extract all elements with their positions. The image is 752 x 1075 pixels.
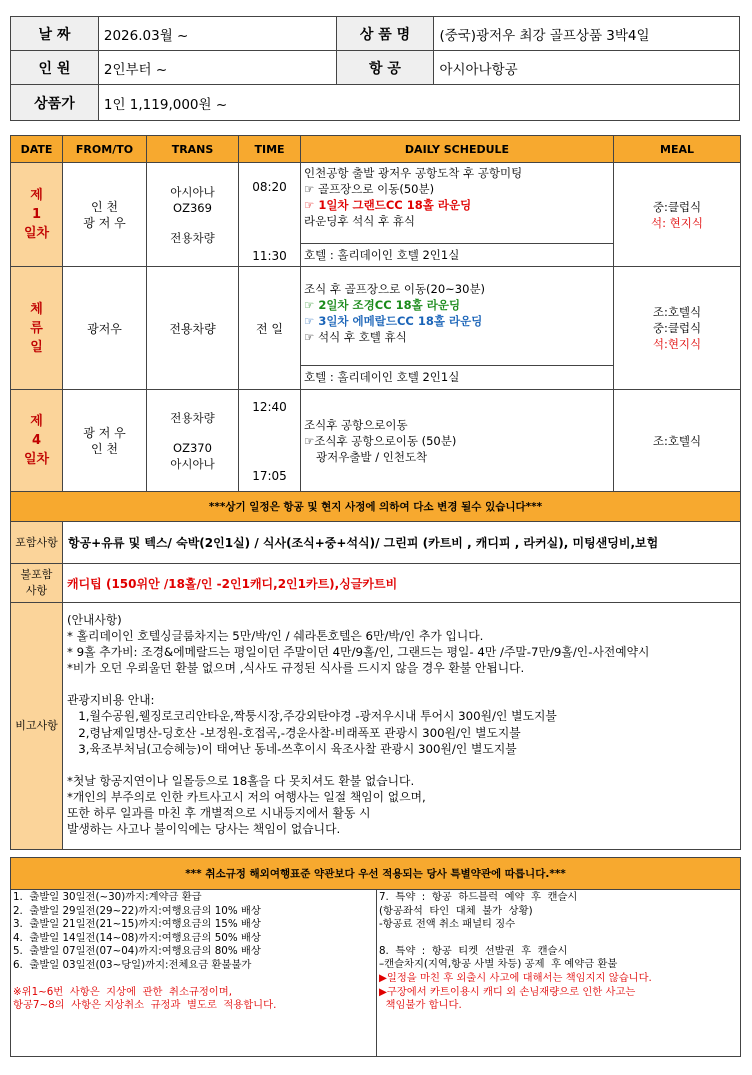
day-2-hotel: 호텔 : 홀리데이인 호텔 2인1실 (301, 365, 614, 389)
column-header-daily-schedule: DAILY SCHEDULE (301, 136, 614, 163)
schedule-table (10, 135, 741, 850)
excluded-label: 불포함 사항 (11, 564, 63, 603)
day-4-label: 제 4 일차 (11, 390, 63, 492)
day-2-meal: 조:호텔식 중:클럽식 석:현지식 (614, 267, 741, 390)
day-2-time: 전 일 (239, 267, 301, 390)
airline-value: 아시아나항공 (434, 51, 740, 85)
airline-label: 항 공 (336, 51, 434, 85)
day-2-from-to: 광저우 (63, 267, 147, 390)
date-label: 날 짜 (11, 17, 99, 51)
remarks-text: (안내사항) * 홀리데이인 호텔싱글룸차지는 5만/박/인 / 쉐라톤호텔은 6만/박/인 추가 입니다. * 9홀 추가비: 조경&에메랄드는 평일이던 주말이던 4만/9홀/인, 그랜드는 평일- 4만 /주말-7만/9홀/인-사전예약시 *비가 오던 우뢰울던 환불 없으며 ,식사도 규정된 식사를 드시지 않을 경우 환불 안됩니다. 관광지비용 안내: 1,월수공원,웰징로코리안타운,짝퉁시장,주강외탄야경 -광저우시내 투어시 300원/인 별도지불 2,령남제일명산-딩호산 -보정원-호접곡,-경운사찰-비래폭포 관광시 300원/인 별도지불 3,육조부처님(고승혜능)이 태여난 동네-쓰후이시 육조사찰 관광시 300원/인 별도지불 *첫날 항공지연이나 일몰등으로 18홀을 다 못치셔도 환불 없습니다. *개인의 부주의로 인한 카트사고시 저의 여행사는 일절 책임이 없으며, 또한 하루 일과를 마친 후 개별적으로 시내등지에서 활동 시 발생하는 사고나 불이익에는 당사는 책임이 없습니다. (63, 603, 741, 850)
included-label: 포함사항 (11, 522, 63, 564)
day-4-schedule: 조식후 공항으로이동 ☞조식후 공항으로이동 (50분) 광저우출발 / 인천도착 (301, 390, 614, 492)
day-2-transport: 전용차량 (147, 267, 239, 390)
included-text: 항공+유류 및 텍스/ 숙박(2인1실) / 식사(조식+중+석식)/ 그린피 (카트비 , 캐디피 , 라커실), 미팅샌딩비,보험 (63, 522, 741, 564)
day-4-from-to: 광 저 우 인 천 (63, 390, 147, 492)
day-1-time: 08:20 11:30 (239, 163, 301, 267)
column-header-date: DATE (11, 136, 63, 163)
product-name-value: (중국)광저우 최강 골프상품 3박4일 (434, 17, 740, 51)
day-4-transport: 전용차량 OZ370 아시아나 (147, 390, 239, 492)
product-name-label: 상 품 명 (336, 17, 434, 51)
day-2-schedule: 조식 후 골프장으로 이동(20~30분) ☞ 2일차 조경CC 18홀 라운딩 ☞ 3일차 에메랄드CC 18홀 라운딩 ☞ 석식 후 호텔 휴식 (301, 267, 614, 366)
remarks-label: 비고사항 (11, 603, 63, 850)
column-header-from-to: FROM/TO (63, 136, 147, 163)
cancellation-title: *** 취소규정 해외여행표준 약관보다 우선 적용되는 당사 특별약관에 따릅니다.*** (11, 858, 741, 890)
day-4-meal: 조:호텔식 (614, 390, 741, 492)
people-value: 2인부터 ~ (98, 51, 336, 85)
day-1-hotel: 호텔 : 홀리데이인 호텔 2인1실 (301, 244, 614, 267)
day-1-meal: 중:클럽식 석: 현지식 (614, 163, 741, 267)
people-label: 인 원 (11, 51, 99, 85)
product-info-table (10, 16, 740, 121)
column-header-meal: MEAL (614, 136, 741, 163)
price-label: 상품가 (11, 85, 99, 121)
day-1-schedule: 인천공항 출발 광저우 공항도착 후 공항미팅 ☞ 골프장으로 이동(50분) ☞ 1일차 그랜드CC 18홀 라운딩 라운딩후 석식 후 휴식 (301, 163, 614, 244)
cancellation-right: 7. 특약 : 항공 하드블럭 예약 후 캔슬시 (항공좌석 타인 대체 불가 상황) -항공료 전액 취소 패널티 징수 8. 특약 : 항공 티켓 선발권 후 캔슬시 –캔슬차지(지역,항공 사별 차등) 공제 후 예약금 환불 ▶일정을 마친 후 외출시 사고에 대해서는 책임지지 않습니다. ▶구장에서 카트이용시 캐디 외 손님재량으로 인한 사고는 책임불가 합니다. (377, 890, 741, 1057)
day-4-time: 12:40 17:05 (239, 390, 301, 492)
cancellation-left: 1. 출발일 30일전(~30)까지:계약금 환급 2. 출발일 29일전(29~22)까지:여행요금의 10% 배상 3. 출발일 21일전(21~15)까지:여행요금의 15% 배상 4. 출발일 14일전(14~08)까지:여행요금의 50% 배상 5. 출발일 07일전(07~04)까지:여행요금의 80% 배상 6. 출발일 03일전(03~당일)까지:전체요금 환불불가 ※위1~6번 사항은 지상에 관한 취소규정이며, 항공7~8의 사항은 지상취소 규정과 별도로 적용합니다. (11, 890, 377, 1057)
column-header-trans: TRANS (147, 136, 239, 163)
schedule-change-notice: ***상기 일정은 항공 및 현지 사정에 의하여 다소 변경 될수 있습니다*** (11, 492, 741, 522)
price-value: 1인 1,119,000원 ~ (98, 85, 739, 121)
excluded-text: 캐디팁 (150위안 /18홀/인 -2인1캐디,2인1카트),싱글카트비 (63, 564, 741, 603)
cancellation-policy-table (10, 857, 741, 1057)
column-header-time: TIME (239, 136, 301, 163)
date-value: 2026.03월 ~ (98, 17, 336, 51)
day-1-label: 제 1 일차 (11, 163, 63, 267)
day-2-label: 체 류 일 (11, 267, 63, 390)
day-1-transport: 아시아나 OZ369 전용차량 (147, 163, 239, 267)
day-1-from-to: 인 천 광 저 우 (63, 163, 147, 267)
